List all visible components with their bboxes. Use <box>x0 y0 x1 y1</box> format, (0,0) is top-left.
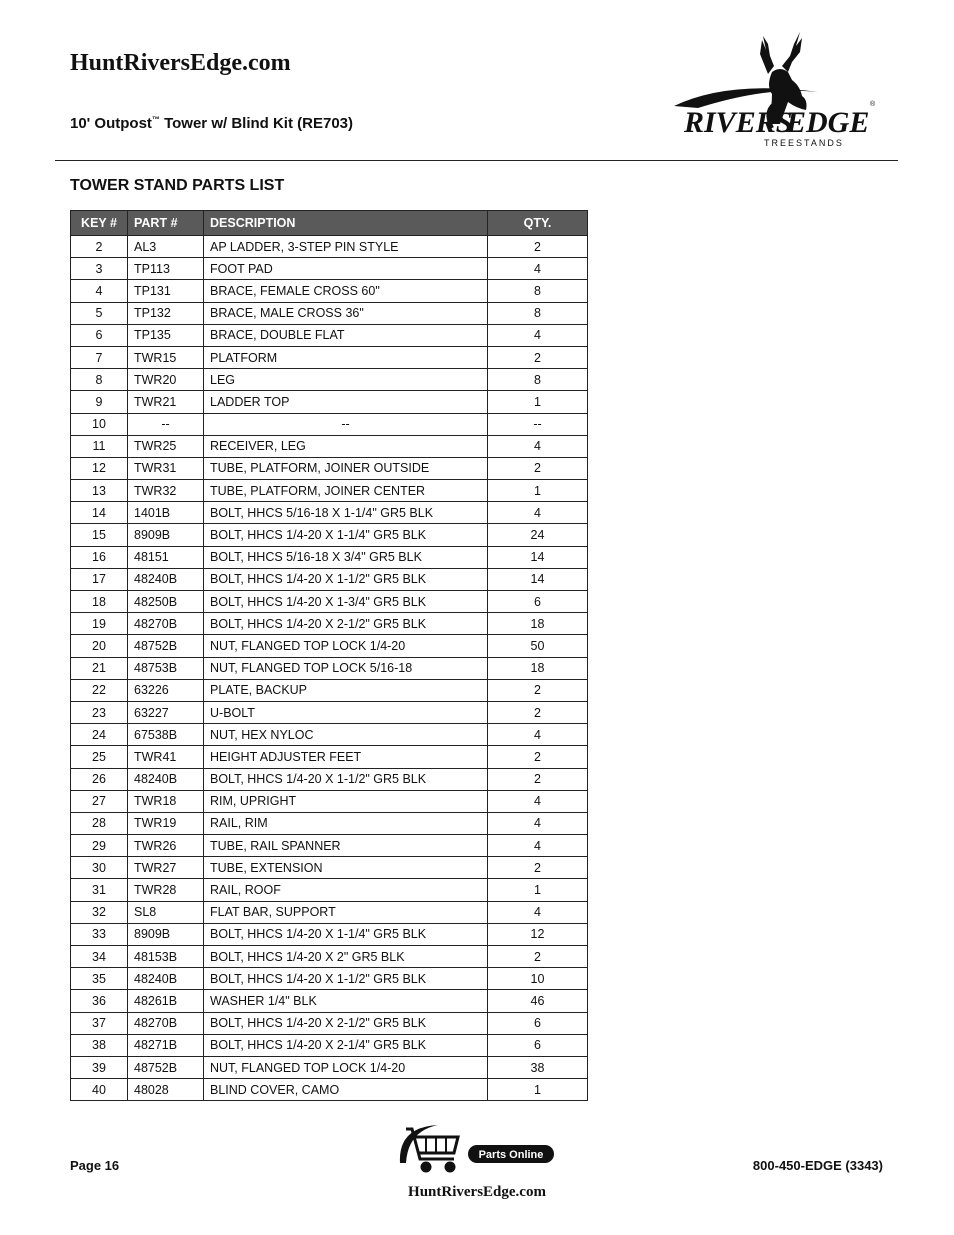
cell-part: 48752B <box>128 635 204 657</box>
cell-description: -- <box>204 413 488 435</box>
table-row <box>71 946 588 968</box>
table-row <box>71 1034 588 1056</box>
cell-qty: 4 <box>488 324 588 346</box>
cell-key: 8 <box>71 369 128 391</box>
cell-part: SL8 <box>128 901 204 923</box>
cell-part: TP131 <box>128 280 204 302</box>
cell-part: 8909B <box>128 923 204 945</box>
cell-key: 28 <box>71 812 128 834</box>
cell-part: 48153B <box>128 946 204 968</box>
cell-description: BRACE, DOUBLE FLAT <box>204 324 488 346</box>
cell-qty: -- <box>488 413 588 435</box>
cell-part: TP113 <box>128 258 204 280</box>
cell-key: 15 <box>71 524 128 546</box>
cell-description: FLAT BAR, SUPPORT <box>204 901 488 923</box>
cell-key: 2 <box>71 236 128 258</box>
cell-part: 48753B <box>128 657 204 679</box>
cell-part: TWR28 <box>128 879 204 901</box>
table-row <box>71 679 588 701</box>
cell-description: BOLT, HHCS 1/4-20 X 2-1/4" GR5 BLK <box>204 1034 488 1056</box>
table-row <box>71 280 588 302</box>
cell-key: 31 <box>71 879 128 901</box>
cell-part: TWR15 <box>128 346 204 368</box>
cell-part: 67538B <box>128 724 204 746</box>
cell-description: NUT, HEX NYLOC <box>204 724 488 746</box>
cell-part: TWR21 <box>128 391 204 413</box>
table-row <box>71 346 588 368</box>
page-number: Page 16 <box>70 1158 120 1173</box>
cell-qty: 4 <box>488 435 588 457</box>
cell-description: U-BOLT <box>204 701 488 723</box>
product-name: 10' Outpost <box>70 115 152 132</box>
cell-key: 17 <box>71 568 128 590</box>
cell-description: FOOT PAD <box>204 258 488 280</box>
cell-qty: 4 <box>488 901 588 923</box>
cell-key: 20 <box>71 635 128 657</box>
cell-qty: 12 <box>488 923 588 945</box>
cell-key: 25 <box>71 746 128 768</box>
cell-description: BOLT, HHCS 1/4-20 X 1-1/2" GR5 BLK <box>204 968 488 990</box>
cell-qty: 14 <box>488 546 588 568</box>
cell-qty: 4 <box>488 258 588 280</box>
cell-key: 36 <box>71 990 128 1012</box>
table-row <box>71 302 588 324</box>
parts-table-body <box>71 236 588 1101</box>
table-row <box>71 457 588 479</box>
cell-qty: 8 <box>488 302 588 324</box>
cell-qty: 18 <box>488 613 588 635</box>
cell-part: 63226 <box>128 679 204 701</box>
cell-key: 35 <box>71 968 128 990</box>
table-row <box>71 391 588 413</box>
cell-description: RAIL, ROOF <box>204 879 488 901</box>
cell-key: 26 <box>71 768 128 790</box>
section-title: TOWER STAND PARTS LIST <box>70 177 285 194</box>
cell-qty: 2 <box>488 236 588 258</box>
cell-qty: 2 <box>488 857 588 879</box>
cell-description: BOLT, HHCS 5/16-18 X 1-1/4" GR5 BLK <box>204 502 488 524</box>
table-row <box>71 1079 588 1101</box>
cell-description: BRACE, FEMALE CROSS 60" <box>204 280 488 302</box>
cell-description: TUBE, RAIL SPANNER <box>204 835 488 857</box>
table-row <box>71 657 588 679</box>
cell-key: 5 <box>71 302 128 324</box>
table-row <box>71 524 588 546</box>
cell-description: BOLT, HHCS 1/4-20 X 1-1/4" GR5 BLK <box>204 524 488 546</box>
header-description: DESCRIPTION <box>204 211 488 236</box>
table-row <box>71 546 588 568</box>
cell-part: TWR18 <box>128 790 204 812</box>
cell-key: 40 <box>71 1079 128 1101</box>
table-row <box>71 901 588 923</box>
product-model: Tower w/ Blind Kit (RE703) <box>159 115 353 132</box>
cell-key: 4 <box>71 280 128 302</box>
table-row <box>71 635 588 657</box>
product-title <box>70 115 353 132</box>
cell-part: 48240B <box>128 968 204 990</box>
header-part: PART # <box>128 211 204 236</box>
cell-qty: 8 <box>488 280 588 302</box>
table-row <box>71 435 588 457</box>
table-row <box>71 746 588 768</box>
cell-qty: 4 <box>488 502 588 524</box>
cell-description: LADDER TOP <box>204 391 488 413</box>
logo-brand-right: EDGE <box>786 106 870 139</box>
cell-qty: 2 <box>488 346 588 368</box>
cell-key: 3 <box>71 258 128 280</box>
cell-description: NUT, FLANGED TOP LOCK 1/4-20 <box>204 1056 488 1078</box>
cell-part: TWR26 <box>128 835 204 857</box>
cell-part: TWR31 <box>128 457 204 479</box>
header-key: KEY # <box>71 211 128 236</box>
cell-qty: 10 <box>488 968 588 990</box>
cell-key: 7 <box>71 346 128 368</box>
cell-qty: 50 <box>488 635 588 657</box>
trademark-symbol: ™ <box>151 115 160 124</box>
cell-qty: 24 <box>488 524 588 546</box>
table-row <box>71 613 588 635</box>
cell-part: 1401B <box>128 502 204 524</box>
table-header-row <box>71 211 588 236</box>
cell-description: BLIND COVER, CAMO <box>204 1079 488 1101</box>
cell-part: AL3 <box>128 236 204 258</box>
header-qty: QTY. <box>488 211 588 236</box>
table-row <box>71 923 588 945</box>
cell-part: 48271B <box>128 1034 204 1056</box>
cell-qty: 6 <box>488 1034 588 1056</box>
table-row <box>71 790 588 812</box>
cell-key: 21 <box>71 657 128 679</box>
cell-description: NUT, FLANGED TOP LOCK 5/16-18 <box>204 657 488 679</box>
cell-part: 8909B <box>128 524 204 546</box>
cell-qty: 6 <box>488 591 588 613</box>
cell-qty: 14 <box>488 568 588 590</box>
cell-key: 13 <box>71 480 128 502</box>
cell-qty: 38 <box>488 1056 588 1078</box>
cell-qty: 1 <box>488 480 588 502</box>
footer-site[interactable]: HuntRiversEdge.com <box>408 1184 546 1200</box>
cell-part: 48151 <box>128 546 204 568</box>
cell-qty: 4 <box>488 790 588 812</box>
cell-qty: 4 <box>488 812 588 834</box>
table-row <box>71 591 588 613</box>
cell-description: BOLT, HHCS 1/4-20 X 2-1/2" GR5 BLK <box>204 1012 488 1034</box>
table-row <box>71 236 588 258</box>
table-row <box>71 324 588 346</box>
cell-description: RIM, UPRIGHT <box>204 790 488 812</box>
cell-description: BOLT, HHCS 1/4-20 X 2-1/2" GR5 BLK <box>204 613 488 635</box>
cell-description: HEIGHT ADJUSTER FEET <box>204 746 488 768</box>
cell-key: 37 <box>71 1012 128 1034</box>
cell-description: BOLT, HHCS 1/4-20 X 1-1/2" GR5 BLK <box>204 568 488 590</box>
cell-qty: 2 <box>488 457 588 479</box>
cell-key: 33 <box>71 923 128 945</box>
cell-description: RAIL, RIM <box>204 812 488 834</box>
cell-key: 14 <box>71 502 128 524</box>
table-row <box>71 1056 588 1078</box>
table-row <box>71 768 588 790</box>
table-row <box>71 990 588 1012</box>
cell-part: 48028 <box>128 1079 204 1101</box>
cell-qty: 1 <box>488 1079 588 1101</box>
site-title: HuntRiversEdge.com <box>70 50 291 76</box>
cell-description: BRACE, MALE CROSS 36" <box>204 302 488 324</box>
table-row <box>71 857 588 879</box>
cell-key: 38 <box>71 1034 128 1056</box>
table-row <box>71 568 588 590</box>
cell-description: WASHER 1/4" BLK <box>204 990 488 1012</box>
cell-key: 10 <box>71 413 128 435</box>
cell-qty: 2 <box>488 746 588 768</box>
logo-registered: ® <box>870 101 876 108</box>
cell-key: 39 <box>71 1056 128 1078</box>
cell-part: 48270B <box>128 1012 204 1034</box>
cell-key: 32 <box>71 901 128 923</box>
cell-key: 34 <box>71 946 128 968</box>
cell-part: TWR41 <box>128 746 204 768</box>
cell-qty: 8 <box>488 369 588 391</box>
cell-part: 48250B <box>128 591 204 613</box>
cell-description: AP LADDER, 3-STEP PIN STYLE <box>204 236 488 258</box>
cell-part: TP132 <box>128 302 204 324</box>
cell-description: BOLT, HHCS 1/4-20 X 1-3/4" GR5 BLK <box>204 591 488 613</box>
cell-qty: 1 <box>488 879 588 901</box>
parts-online-logo[interactable] <box>398 1123 558 1178</box>
cell-key: 19 <box>71 613 128 635</box>
header-divider <box>55 160 898 161</box>
cell-qty: 2 <box>488 768 588 790</box>
cell-key: 22 <box>71 679 128 701</box>
cell-part: 48270B <box>128 613 204 635</box>
parts-table <box>70 210 588 1101</box>
phone-number: 800-450-EDGE (3343) <box>752 1158 883 1173</box>
parts-badge-label: Parts Online <box>478 1149 544 1161</box>
cell-part: 48240B <box>128 568 204 590</box>
table-row <box>71 701 588 723</box>
cell-key: 18 <box>71 591 128 613</box>
cell-key: 29 <box>71 835 128 857</box>
cell-description: PLATE, BACKUP <box>204 679 488 701</box>
cell-key: 9 <box>71 391 128 413</box>
cell-part: TWR19 <box>128 812 204 834</box>
cell-key: 30 <box>71 857 128 879</box>
logo-brand-left: RIVERS <box>684 106 793 139</box>
table-row <box>71 968 588 990</box>
cell-description: NUT, FLANGED TOP LOCK 1/4-20 <box>204 635 488 657</box>
cell-part: 48240B <box>128 768 204 790</box>
cell-part: TP135 <box>128 324 204 346</box>
cell-part: 48752B <box>128 1056 204 1078</box>
cell-part: 63227 <box>128 701 204 723</box>
table-row <box>71 724 588 746</box>
cell-key: 6 <box>71 324 128 346</box>
table-row <box>71 835 588 857</box>
cell-description: TUBE, PLATFORM, JOINER CENTER <box>204 480 488 502</box>
cell-key: 16 <box>71 546 128 568</box>
cell-description: BOLT, HHCS 1/4-20 X 1-1/4" GR5 BLK <box>204 923 488 945</box>
cell-qty: 2 <box>488 701 588 723</box>
table-row <box>71 879 588 901</box>
cell-description: PLATFORM <box>204 346 488 368</box>
cell-part: -- <box>128 413 204 435</box>
cell-key: 24 <box>71 724 128 746</box>
cell-description: BOLT, HHCS 5/16-18 X 3/4" GR5 BLK <box>204 546 488 568</box>
cell-key: 27 <box>71 790 128 812</box>
table-row <box>71 1012 588 1034</box>
logo-subtitle: TREESTANDS <box>764 138 844 148</box>
cell-qty: 1 <box>488 391 588 413</box>
table-row <box>71 502 588 524</box>
cell-key: 11 <box>71 435 128 457</box>
cell-description: LEG <box>204 369 488 391</box>
cell-description: BOLT, HHCS 1/4-20 X 2" GR5 BLK <box>204 946 488 968</box>
cell-key: 23 <box>71 701 128 723</box>
rivers-edge-logo <box>668 28 886 150</box>
cell-part: TWR27 <box>128 857 204 879</box>
cell-part: TWR20 <box>128 369 204 391</box>
cell-part: TWR25 <box>128 435 204 457</box>
table-row <box>71 369 588 391</box>
table-row <box>71 413 588 435</box>
table-row <box>71 258 588 280</box>
cell-key: 12 <box>71 457 128 479</box>
cell-description: RECEIVER, LEG <box>204 435 488 457</box>
cell-qty: 4 <box>488 835 588 857</box>
cell-qty: 46 <box>488 990 588 1012</box>
cell-qty: 18 <box>488 657 588 679</box>
cell-part: TWR32 <box>128 480 204 502</box>
cell-qty: 4 <box>488 724 588 746</box>
cell-part: 48261B <box>128 990 204 1012</box>
cell-description: TUBE, EXTENSION <box>204 857 488 879</box>
cell-description: TUBE, PLATFORM, JOINER OUTSIDE <box>204 457 488 479</box>
cell-qty: 2 <box>488 679 588 701</box>
cell-qty: 6 <box>488 1012 588 1034</box>
table-row <box>71 812 588 834</box>
cell-qty: 2 <box>488 946 588 968</box>
table-row <box>71 480 588 502</box>
cell-description: BOLT, HHCS 1/4-20 X 1-1/2" GR5 BLK <box>204 768 488 790</box>
